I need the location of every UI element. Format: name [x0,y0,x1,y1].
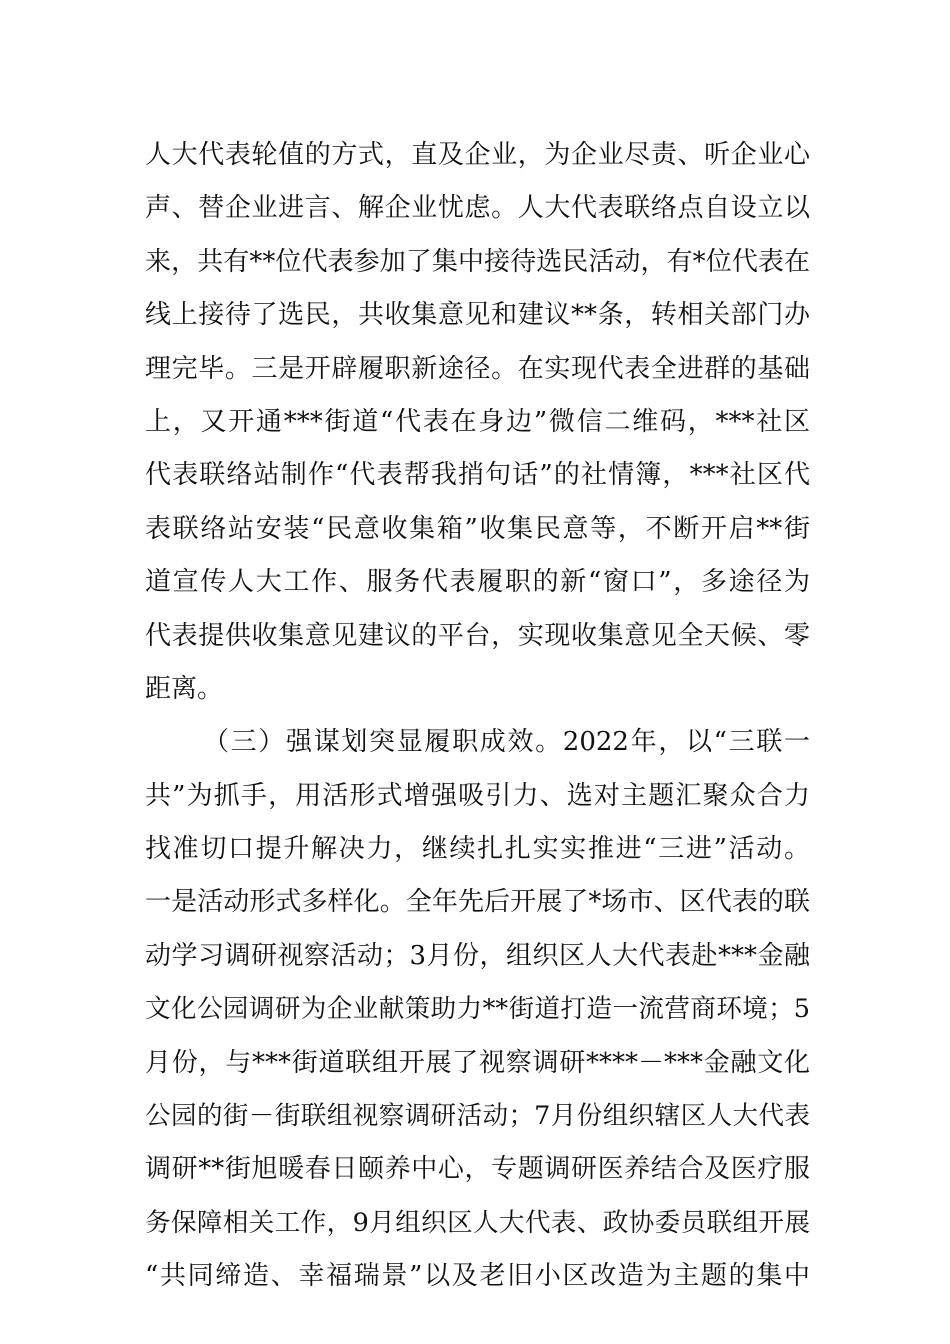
paragraph-2-line-3: 找准切口提升解决力，继续扎扎实实推进“三进”活动。 [145,834,810,865]
paragraph-2-line-7: 月份，与***街道联组开展了视察调研****－***金融文化 [145,1047,810,1078]
paragraph-2-line-5: 动学习调研视察活动；3月份，组织区人大代表赴***金融 [145,940,810,971]
paragraph-2-line-1: （三）强谋划突显履职成效。2022年，以“三联一 [203,727,810,758]
paragraph-1-line-10: 代表提供收集意见建议的平台，实现收集意见全天候、零 [145,620,810,651]
paragraph-1-line-5: 理完毕。三是开辟履职新途径。在实现代表全进群的基础 [145,353,810,384]
paragraph-1-line-11: 距离。 [145,673,224,704]
paragraph-1-line-3: 来，共有**位代表参加了集中接待选民活动，有*位代表在 [145,246,810,277]
paragraph-1-line-2: 声、替企业进言、解企业忧虑。人大代表联络点自设立以 [145,193,810,224]
paragraph-2-line-6: 文化公园调研为企业献策助力**街道打造一流营商环境；5 [145,994,810,1025]
body-text [145,129,810,1304]
paragraph-1-line-8: 表联络站安装“民意收集箱”收集民意等，不断开启**街 [145,513,810,544]
paragraph-2-line-8: 公园的街－街联组视察调研活动；7月份组织辖区人大代表 [145,1101,810,1132]
paragraph-2-line-2: 共”为抓手，用活形式增强吸引力、选对主题汇聚众合力 [145,780,810,811]
paragraph-2-line-10: 务保障相关工作，9月组织区人大代表、政协委员联组开展 [145,1207,810,1238]
paragraph-1-line-6: 上，又开通***街道“代表在身边”微信二维码，***社区 [145,406,810,437]
paragraph-1-line-1: 人大代表轮值的方式，直及企业，为企业尽责、听企业心 [145,140,810,170]
paragraph-2-line-11: “共同缔造、幸福瑞景”以及老旧小区改造为主题的集中 [145,1261,810,1292]
paragraph-1-line-9: 道宣传人大工作、服务代表履职的新“窗口”，多途径为 [145,567,810,598]
paragraph-1-line-7: 代表联络站制作“代表帮我捎句话”的社情簿，***社区代 [145,460,810,491]
paragraph-1-line-4: 线上接待了选民，共收集意见和建议**条，转相关部门办 [145,300,810,331]
paragraph-2-line-9: 调研**街旭暖春日颐养中心，专题调研医养结合及医疗服 [145,1154,810,1185]
paragraph-2-line-4: 一是活动形式多样化。全年先后开展了*场市、区代表的联 [145,887,810,918]
